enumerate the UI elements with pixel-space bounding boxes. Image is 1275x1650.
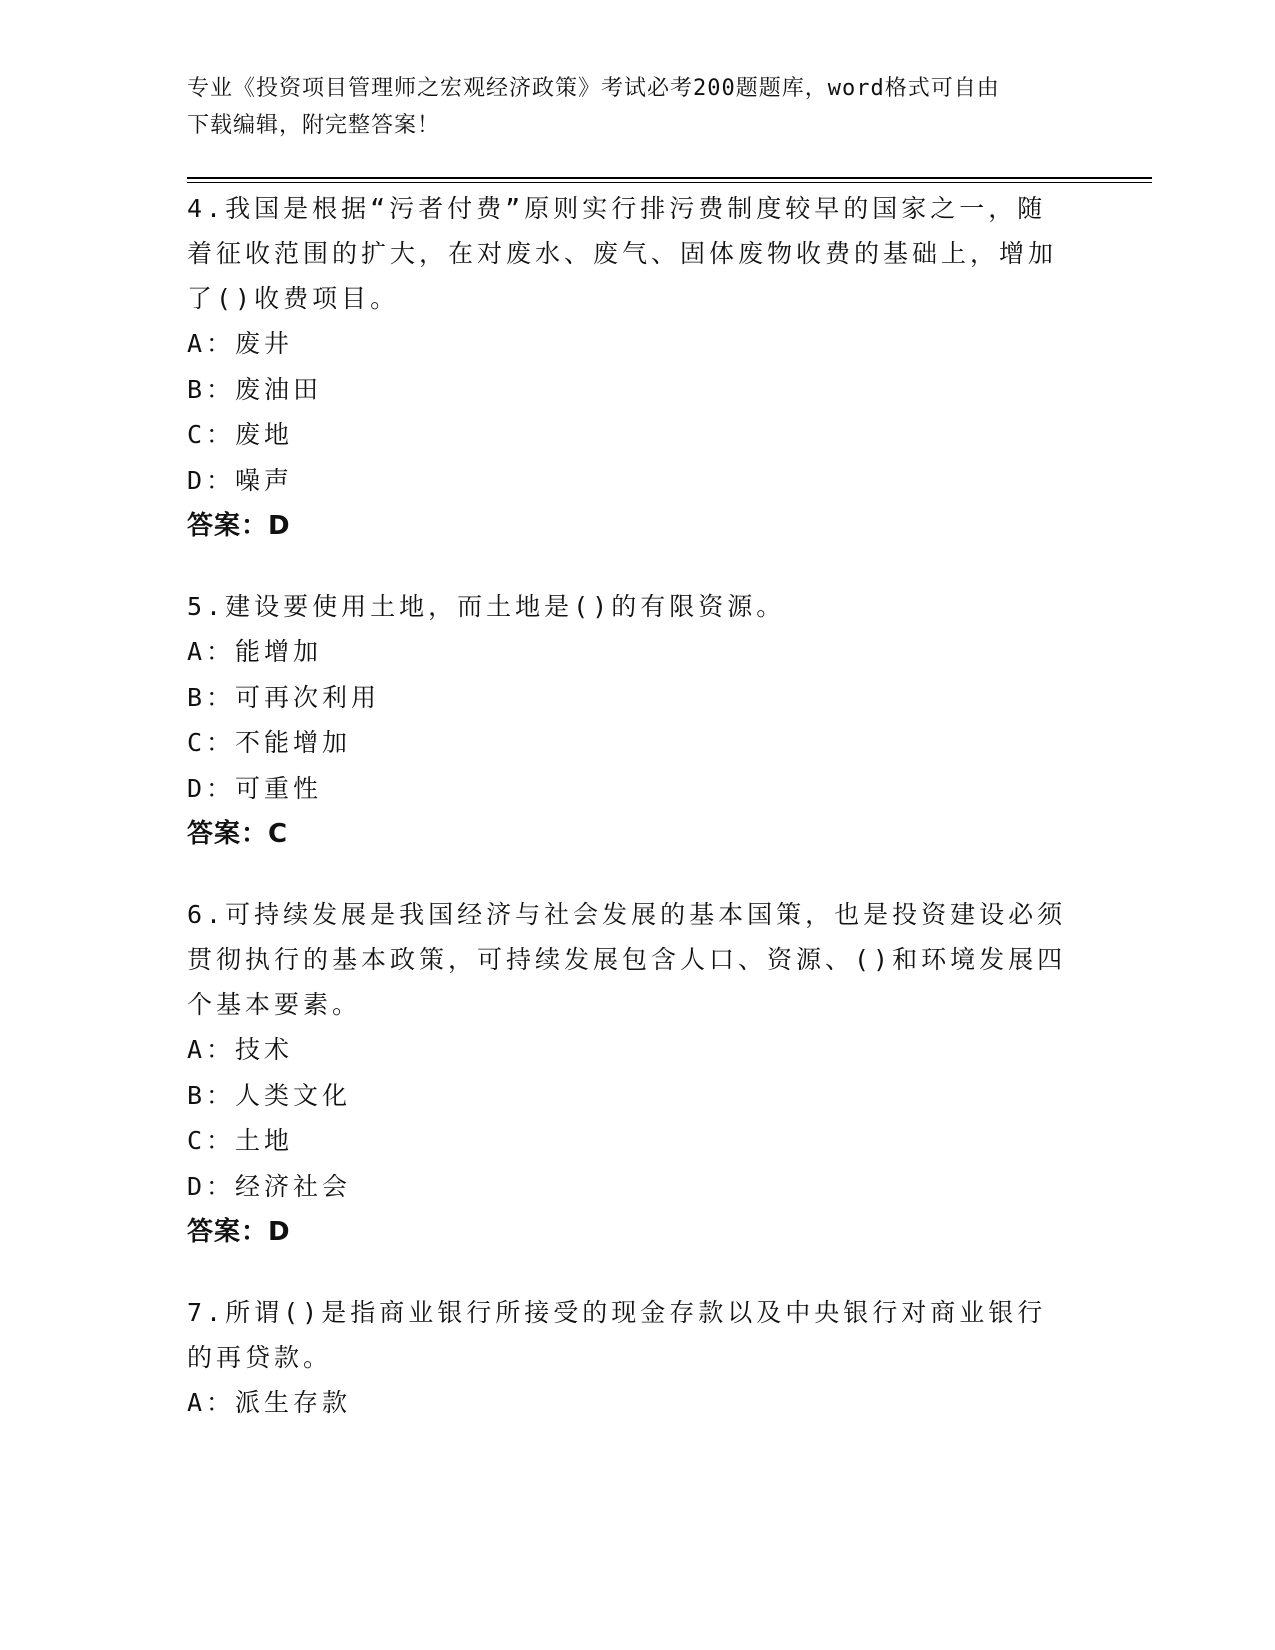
question-text: 7.所谓()是指商业银行所接受的现金存款以及中央银行对商业银行的再贷款。	[187, 1298, 1047, 1372]
option-d: D：噪声	[187, 465, 294, 495]
header-line-2: 下载编辑，附完整答案！	[187, 113, 441, 138]
question-5	[187, 584, 1067, 857]
question-7	[187, 1290, 1067, 1426]
option-d: D：可重性	[187, 773, 323, 803]
option-c: C：土地	[187, 1126, 294, 1155]
option-a: A：能增加	[187, 637, 323, 666]
question-4	[187, 186, 1067, 549]
answer-line: 答案：D	[187, 511, 291, 541]
option-a: A：技术	[187, 1035, 294, 1064]
question-text: 4.我国是根据“污者付费”原则实行排污费制度较早的国家之一，随着征收范围的扩大，在对废水、废气、固体废物收费的基础上，增加了()收费项目。	[187, 194, 1058, 313]
question-6	[187, 892, 1067, 1255]
option-a: A：派生存款	[187, 1388, 352, 1417]
document-header	[187, 70, 1087, 144]
option-b: B：可再次利用	[187, 682, 381, 712]
question-list	[187, 186, 1067, 1461]
option-b: B：人类文化	[187, 1080, 352, 1110]
answer-line: 答案：C	[187, 819, 289, 849]
option-c: C：废地	[187, 420, 294, 449]
question-text: 6.可持续发展是我国经济与社会发展的基本国策，也是投资建设必须贯彻执行的基本政策，可持续发展包含人口、资源、()和环境发展四个基本要素。	[187, 900, 1067, 1019]
question-text: 5.建设要使用土地，而土地是()的有限资源。	[187, 592, 786, 621]
header-line-1: 专业《投资项目管理师之宏观经济政策》考试必考200题题库，word格式可自由	[187, 76, 1000, 101]
option-d: D：经济社会	[187, 1171, 352, 1201]
option-a: A：废井	[187, 329, 294, 358]
answer-line: 答案：D	[187, 1217, 291, 1247]
option-c: C：不能增加	[187, 728, 352, 757]
header-divider-thick	[187, 177, 1152, 179]
header-divider-thin	[187, 182, 1152, 183]
option-b: B：废油田	[187, 374, 323, 404]
